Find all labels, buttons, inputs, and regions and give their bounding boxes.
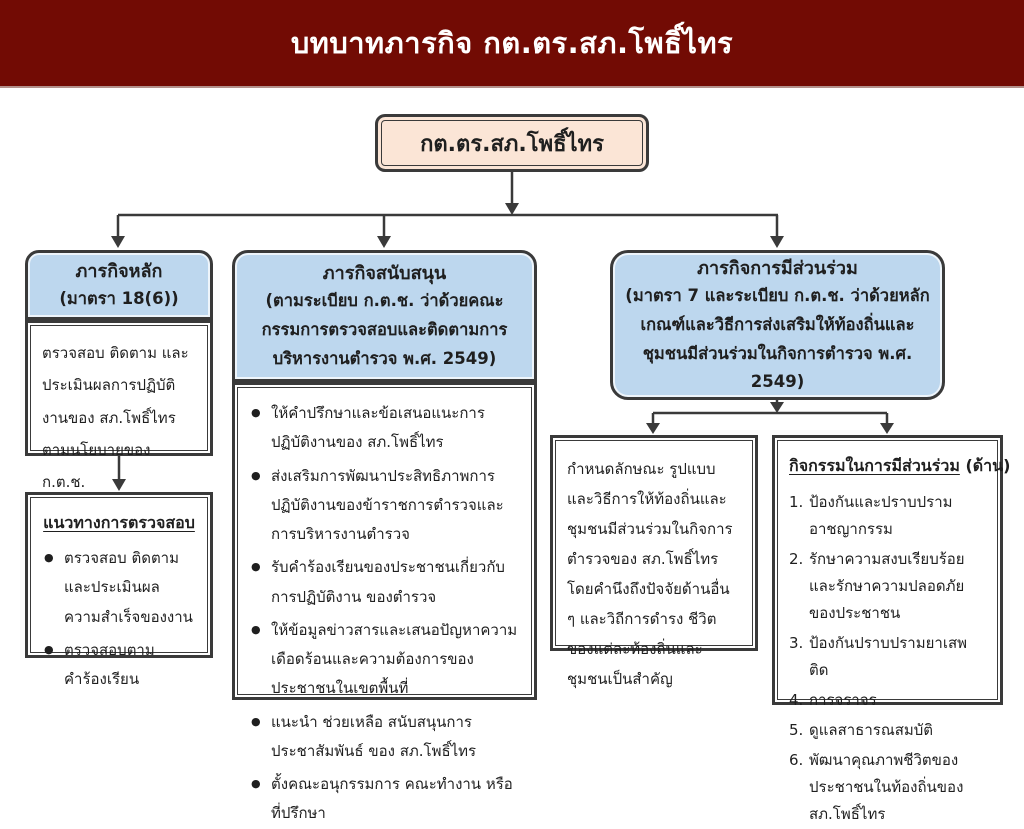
branch-support-header [232,250,537,382]
list-item: ป้องกันและปราบปรามอาชญากรรม [809,493,953,538]
list-item: ● ตั้งคณะอนุกรรมการ คณะทำงาน หรือที่ปรึกษา [249,770,520,829]
list-item: ● ส่งเสริมการพัฒนาประสิทธิภาพการปฏิบัติงานของข้าราชการตำรวจและการบริหารงานตำรวจ [249,462,520,550]
list-item: ● ตรวจสอบ ติดตาม และประเมินผลความสำเร็จของงาน [42,544,196,632]
participation-definition: กำหนดลักษณะ รูปแบบ และวิธีการให้ท้องถิ่นและชุมชนมีส่วนร่วมในกิจการตำรวจของ สภ.โพธิ์ไทร โดยคำนึงถึงปัจจัยด้านอื่น ๆ และวิถีการดำรง ชีวิตของแต่ละท้องถิ่นและชุมชนเป็นสำคัญ [567,460,733,688]
root-node [375,114,649,172]
root-node-label: กต.ตร.สภ.โพธิ์ไทร [420,131,604,157]
guideline-box [25,492,213,688]
list-item: ป้องกันปราบปรามยาเสพติด [809,634,967,679]
title-banner [0,0,1024,88]
guideline-list [42,544,196,694]
list-item: ● แนะนำ ช่วยเหลือ สนับสนุนการประชาสัมพันธ์ ของ สภ.โพธิ์ไทร [249,708,520,767]
branch-main-header [25,250,213,320]
branch-main-description-box [25,320,213,491]
list-item: ● ให้คำปรึกษาและข้อเสนอแนะการปฏิบัติงานของ สภ.โพธิ์ไทร [249,399,520,458]
list-item: ● ให้ข้อมูลข่าวสารและเสนอปัญหาความเดือดร้อนและความต้องการของประชาชนในเขตพื้นที่ [249,616,520,704]
page-title: บทบาทภารกิจ กต.ตร.สภ.โพธิ์ไทร [290,26,734,60]
list-item: การจราจร [809,691,877,709]
activities-list [789,489,986,828]
branch-support-title: ภารกิจสนับสนุน [322,263,447,285]
list-item: ดูแลสาธารณสมบัติ [809,721,934,739]
branch-support-subtitle: (ตามระเบียบ ก.ต.ช. ว่าด้วยคณะกรรมการตรวจสอบและติดตามการบริหารงานตำรวจ พ.ศ. 2549) [261,291,508,368]
participation-activities-box [772,435,1011,823]
branch-main-title: ภารกิจหลัก [75,261,163,283]
activities-heading-suffix: (ด้าน) [965,456,1011,475]
branch-participation-header [610,250,945,400]
branch-participation-subtitle: (มาตรา 7 และระเบียบ ก.ต.ช. ว่าด้วยหลักเกณฑ์และวิธีการส่งเสริมให้ท้องถิ่นและชุมชนมีส่วนร่วมในกิจการตำรวจ พ.ศ. 2549) [625,285,930,392]
activities-heading [789,454,1011,479]
participation-definition-box [550,435,758,688]
activities-heading-main: กิจกรรมในการมีส่วนร่วม [789,456,960,475]
guideline-heading: แนวทางการตรวจสอบ [43,513,195,532]
list-item: พัฒนาคุณภาพชีวิตของประชาชนในท้องถิ่นของ สภ.โพธิ์ไทร [809,751,964,823]
list-item: ● รับคำร้องเรียนของประชาชนเกี่ยวกับการปฏิบัติงาน ของตำรวจ [249,553,520,612]
list-item: ● ตรวจสอบตามคำร้องเรียน [42,636,196,695]
support-list [249,399,520,829]
branch-participation-title: ภารกิจการมีส่วนร่วม [697,257,858,279]
branch-main-description: ตรวจสอบ ติดตาม และประเมินผลการปฏิบัติงานของ สภ.โพธิ์ไทร ตามนโยบายของ ก.ต.ช. [42,344,189,491]
branch-support-list-box [232,382,537,823]
branch-main-subtitle: (มาตรา 18(6)) [59,289,179,309]
list-item: รักษาความสงบเรียบร้อยและรักษาความปลอดภัยของประชาชน [809,550,965,622]
